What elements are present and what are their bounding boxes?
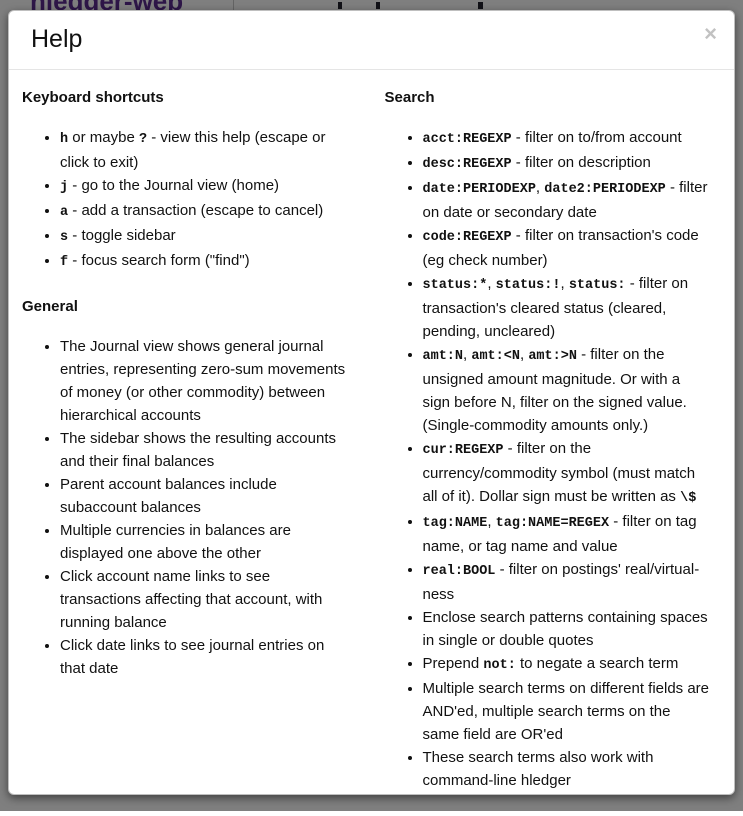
help-list-item: • j - go to the Journal view (home) xyxy=(60,174,359,199)
help-list-item: • h or maybe ? - view this help (escape or click to exit) xyxy=(60,126,359,174)
help-list-item: • amt:N, amt:<N, amt:>N - filter on the unsigned amount magnitude. Or with a sign before N, filter on the signed value. (Single-commodity amounts only.) xyxy=(423,343,722,437)
code-term: j xyxy=(60,180,68,195)
help-list-item: • s - toggle sidebar xyxy=(60,224,359,249)
section-heading-keyboard-shortcuts: Keyboard shortcuts xyxy=(22,89,359,106)
help-list-item: • a - add a transaction (escape to cancel) xyxy=(60,199,359,224)
help-modal xyxy=(8,10,735,795)
code-term: tag:NAME=REGEX xyxy=(496,516,609,531)
code-term: tag:NAME xyxy=(423,516,488,531)
keyboard-shortcuts-list xyxy=(22,126,359,274)
search-terms-list xyxy=(385,126,722,792)
code-term: amt:<N xyxy=(471,349,520,364)
code-term: code:REGEXP xyxy=(423,230,512,245)
modal-header xyxy=(9,11,734,70)
help-list-item: • code:REGEXP - filter on transaction's code (eg check number) xyxy=(423,224,722,272)
help-list-item: • Click account name links to see transactions affecting that account, with running balance xyxy=(60,565,359,634)
section-heading-search: Search xyxy=(385,89,722,106)
general-list xyxy=(22,335,359,680)
section-heading-general: General xyxy=(22,298,359,315)
code-term: ? xyxy=(139,132,147,147)
help-list-item: • Prepend not: to negate a search term xyxy=(423,652,722,677)
code-term: desc:REGEXP xyxy=(423,157,512,172)
right-column xyxy=(372,89,735,816)
help-list-item: • acct:REGEXP - filter on to/from account xyxy=(423,126,722,151)
code-term: a xyxy=(60,205,68,220)
help-list-item: • Parent account balances include subaccount balances xyxy=(60,473,359,519)
modal-body xyxy=(9,70,734,816)
code-term: amt:>N xyxy=(528,349,577,364)
code-term: s xyxy=(60,230,68,245)
help-list-item: • Multiple currencies in balances are displayed one above the other xyxy=(60,519,359,565)
help-list-item: • status:*, status:!, status: - filter on transaction's cleared status (cleared, pending, uncleared) xyxy=(423,272,722,343)
help-list-item: • Multiple search terms on different fields are AND'ed, multiple search terms on the same field are OR'ed xyxy=(423,677,722,746)
code-term: status:! xyxy=(496,278,561,293)
code-term: date:PERIODEXP xyxy=(423,182,536,197)
help-list-item: • f - focus search form ("find") xyxy=(60,249,359,274)
code-term: date2:PERIODEXP xyxy=(544,182,666,197)
help-list-item: • The sidebar shows the resulting accounts and their final balances xyxy=(60,427,359,473)
left-column xyxy=(9,89,372,816)
help-list-item: • real:BOOL - filter on postings' real/virtual-ness xyxy=(423,558,722,606)
code-term: f xyxy=(60,255,68,270)
help-list-item: • tag:NAME, tag:NAME=REGEX - filter on tag name, or tag name and value xyxy=(423,510,722,558)
code-term: amt:N xyxy=(423,349,464,364)
code-term: acct:REGEXP xyxy=(423,132,512,147)
modal-title: Help xyxy=(31,24,718,54)
code-term: status: xyxy=(569,278,626,293)
code-term: real:BOOL xyxy=(423,564,496,579)
code-term: not: xyxy=(483,658,515,673)
code-term: h xyxy=(60,132,68,147)
code-term: status:* xyxy=(423,278,488,293)
help-list-item: • Enclose search patterns containing spaces in single or double quotes xyxy=(423,606,722,652)
close-icon[interactable]: × xyxy=(704,23,717,45)
help-list-item: • desc:REGEXP - filter on description xyxy=(423,151,722,176)
help-list-item: • date:PERIODEXP, date2:PERIODEXP - filter on date or secondary date xyxy=(423,176,722,224)
help-list-item: • Click date links to see journal entries on that date xyxy=(60,634,359,680)
help-list-item: • cur:REGEXP - filter on the currency/commodity symbol (must match all of it). Dollar sign must be written as \$ xyxy=(423,437,722,510)
help-list-item: • The Journal view shows general journal entries, representing zero-sum movements of money (or other commodity) between hierarchical accounts xyxy=(60,335,359,427)
help-list-item: • These search terms also work with command-line hledger xyxy=(423,746,722,792)
code-term: \$ xyxy=(680,491,696,506)
code-term: cur:REGEXP xyxy=(423,443,504,458)
